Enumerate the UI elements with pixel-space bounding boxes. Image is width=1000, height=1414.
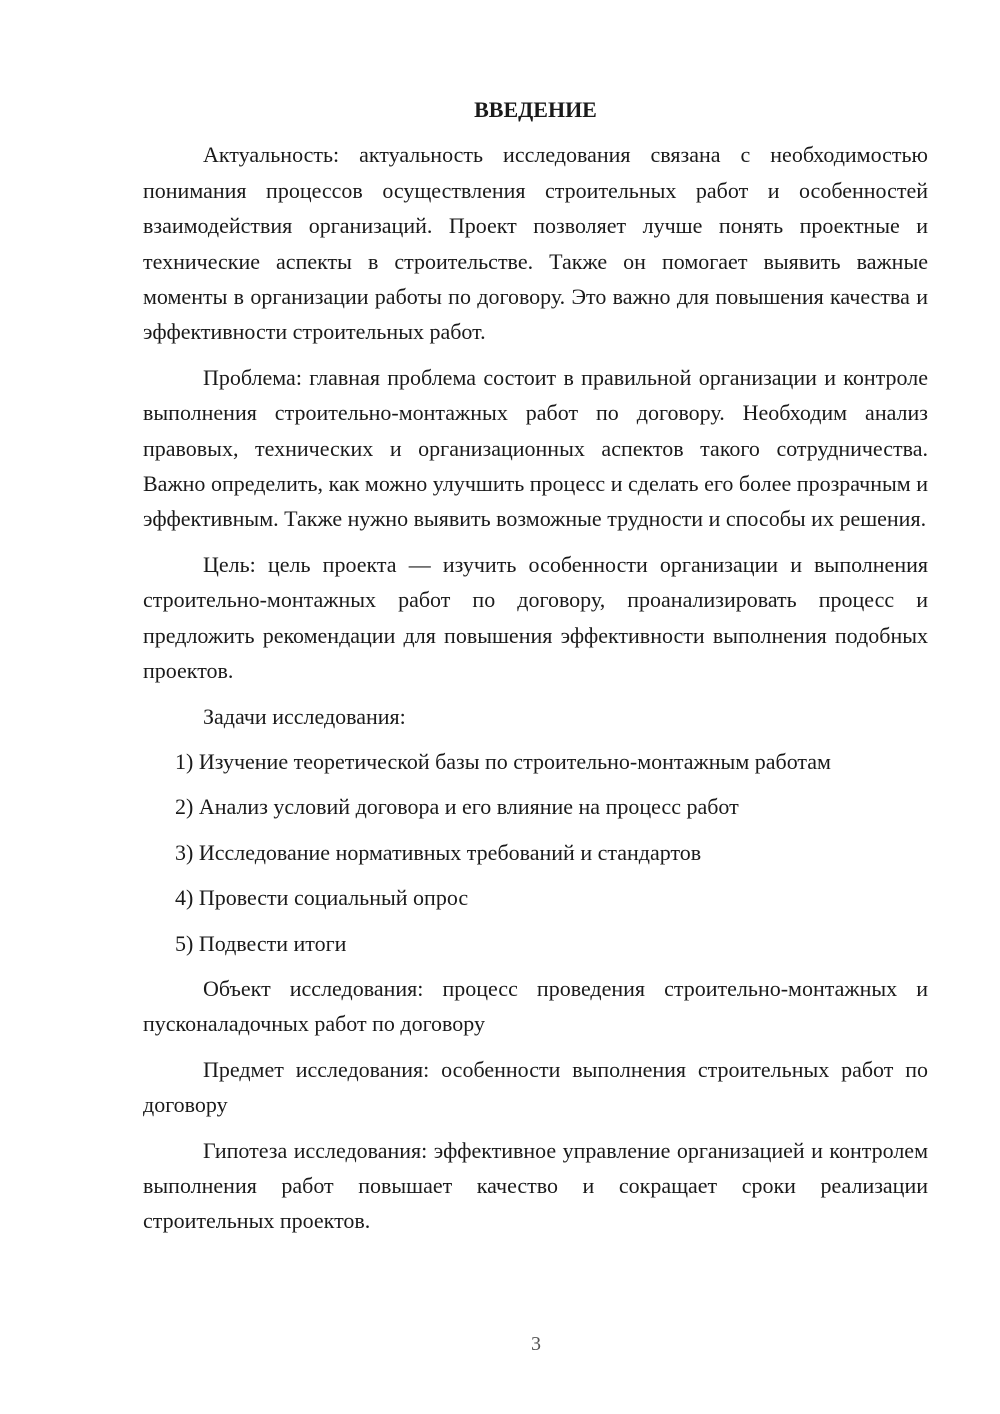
paragraph-goal: Цель: цель проекта — изучить особенности организации и выполнения строительно-монтажных работ по договору, проанализировать процесс и предложить рекомендации для повышения эффективности выполнения подобных проектов. [143, 551, 928, 684]
tasks-list [143, 744, 928, 961]
list-item: 2) Анализ условий договора и его влияние на процесс работ [175, 794, 739, 820]
paragraph-problem: Проблема: главная проблема состоит в правильной организации и контроле выполнения строительно-монтажных работ по договору. Необходим анализ правовых, технических и организационных аспектов такого сотрудничества. Важно определить, как можно улучшить процесс и сделать его более прозрачным и эффективным. Также нужно выявить возможные трудности и способы их решения. [143, 364, 928, 532]
page-title: ВВЕДЕНИЕ [474, 97, 597, 122]
tasks-heading: Задачи исследования: [203, 703, 406, 729]
list-item: 1) Изучение теоретической базы по строительно-монтажным работам [175, 748, 831, 774]
list-item: 3) Исследование нормативных требований и стандартов [175, 839, 702, 865]
document-page [143, 92, 928, 1249]
paragraph-relevance: Актуальность: актуальность исследования связана с необходимостью понимания процессов осуществления строительных работ и особенностей взаимодействия организаций. Проект позволяет лучше понять проектные и технические аспекты в строительстве. Также он помогает выявить важные моменты в организации работы по договору. Это важно для повышения качества и эффективности строительных работ. [143, 142, 928, 345]
list-item: 5) Подвести итоги [175, 930, 347, 956]
paragraph-object: Объект исследования: процесс проведения строительно-монтажных и пусконаладочных работ по договору [143, 975, 928, 1037]
page-number: 3 [531, 1333, 541, 1355]
paragraph-hypothesis: Гипотеза исследования: эффективное управление организацией и контролем выполнения работ повышает качество и сокращает сроки реализации строительных проектов. [143, 1137, 928, 1234]
list-item: 4) Провести социальный опрос [175, 885, 469, 911]
paragraph-subject: Предмет исследования: особенности выполнения строительных работ по договору [143, 1056, 928, 1118]
